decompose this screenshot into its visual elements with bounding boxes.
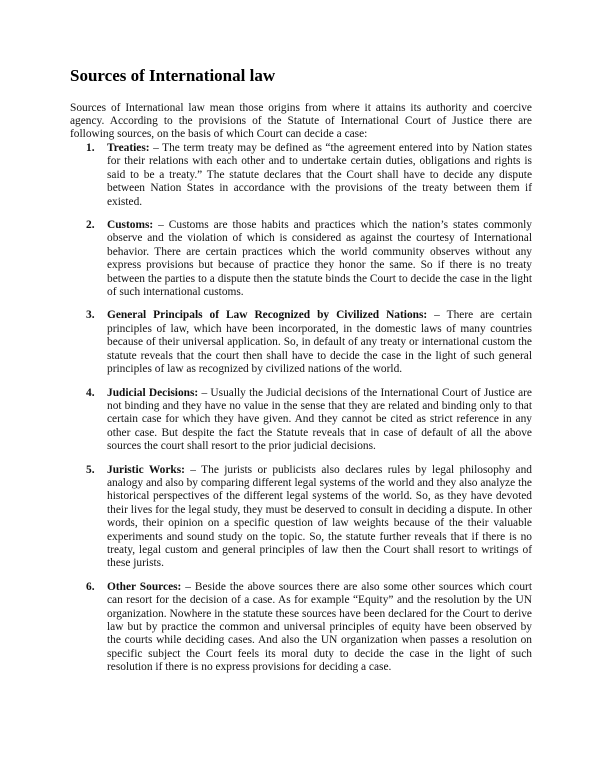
list-item-heading: Other Sources: (107, 580, 182, 593)
list-item-text: – The term treaty may be defined as “the agreement entered into by Nation states for their relations with each other and to undertake certain duties, obligations and rights is said to be a treaty.” The statute declares that the Court shall have to decide any dispute between Nation States in accordance with the provisions of the treaty between them if existed. (107, 142, 532, 208)
list-item-number: 4. (86, 386, 95, 399)
page-title: Sources of International law (70, 66, 276, 85)
list-item-number: 5. (86, 463, 95, 476)
list-item-treaties (70, 142, 532, 209)
list-item-judicial-decisions (70, 387, 532, 454)
list-item-number: 2. (86, 219, 95, 232)
list-item-text: – Usually the Judicial decisions of the International Court of Justice are not binding and they have no value in the sense that they are related and binding only to that certain case for which they have given. And they cannot be cited as strict reference in any other case. But despite the fact the Statute reveals that in case of default of all the above sources the court shall resort to the prior judicial decisions. (107, 386, 532, 453)
intro-paragraph: Sources of International law mean those origins from where it attains its authority and coercive agency. According to the provisions of the Statute of International Court of Justice there are following sources, on the basis of which Court can decide a case: (70, 102, 532, 141)
list-item-heading: Treaties: (107, 142, 150, 154)
list-item-heading: Customs: (107, 219, 154, 232)
list-item-number: 1. (86, 142, 95, 154)
sources-list (70, 142, 532, 685)
list-item-number: 3. (86, 309, 95, 322)
list-item-juristic-works (70, 464, 532, 571)
list-item-text: – The jurists or publicists also declares rules by legal philosophy and analogy and also by comparing different legal systems of the world and they also analyze the historical perspectives of the different legal systems of the world. So, as they have devoted their lives for the legal study, they must be deserved to consult in deciding a dispute. In other words, their opinion on a specific question of law weights because of the their valuable experiments and sound study on the topic. So, the statute further reveals that if there is no treaty, legal custom and general principles of law then the Court shall resort to writings of these jurists. (107, 463, 532, 570)
list-item-heading: Judicial Decisions: (107, 386, 199, 399)
list-item-customs (70, 219, 532, 299)
list-item-other-sources (70, 581, 532, 675)
list-item-text: – Customs are those habits and practices which the nation’s states commonly observe and the violation of which is considered as against the courtesy of International behavior. There are certain practices which the world community observes without any express provisions but because of practice they honor the same. So if there is no treaty between the parties to a dispute then the statute binds the Court to decide the case in the light of such international customs. (107, 219, 532, 299)
list-item-text: – Beside the above sources there are also some other sources which court can resort for the decision of a case. As for example “Equity” and the resolution by the UN organization. Nowhere in the statute these sources have been declared for the Court to derive law but by practice the common and universal principles of equity have been observed by the courts while deciding cases. And also the UN organization when passes a resolution on specific subject the Court feels its moral duty to decide the case in the light of such resolution if there is no express provisions for deciding a case. (107, 580, 533, 674)
list-item-heading: General Principals of Law Recognized by Civilized Nations: (107, 309, 428, 322)
list-item-heading: Juristic Works: (107, 463, 185, 476)
list-item-number: 6. (86, 580, 95, 593)
list-item-text: – There are certain principles of law, which have been incorporated, in the domestic laws of many countries because of their universal application. So, in default of any treaty or international custom the statute reveals that the court then shall have to decide the case in the light of such general principles of law as recognized by civilized nations of the world. (107, 309, 533, 376)
list-item-general-principals (70, 309, 532, 376)
